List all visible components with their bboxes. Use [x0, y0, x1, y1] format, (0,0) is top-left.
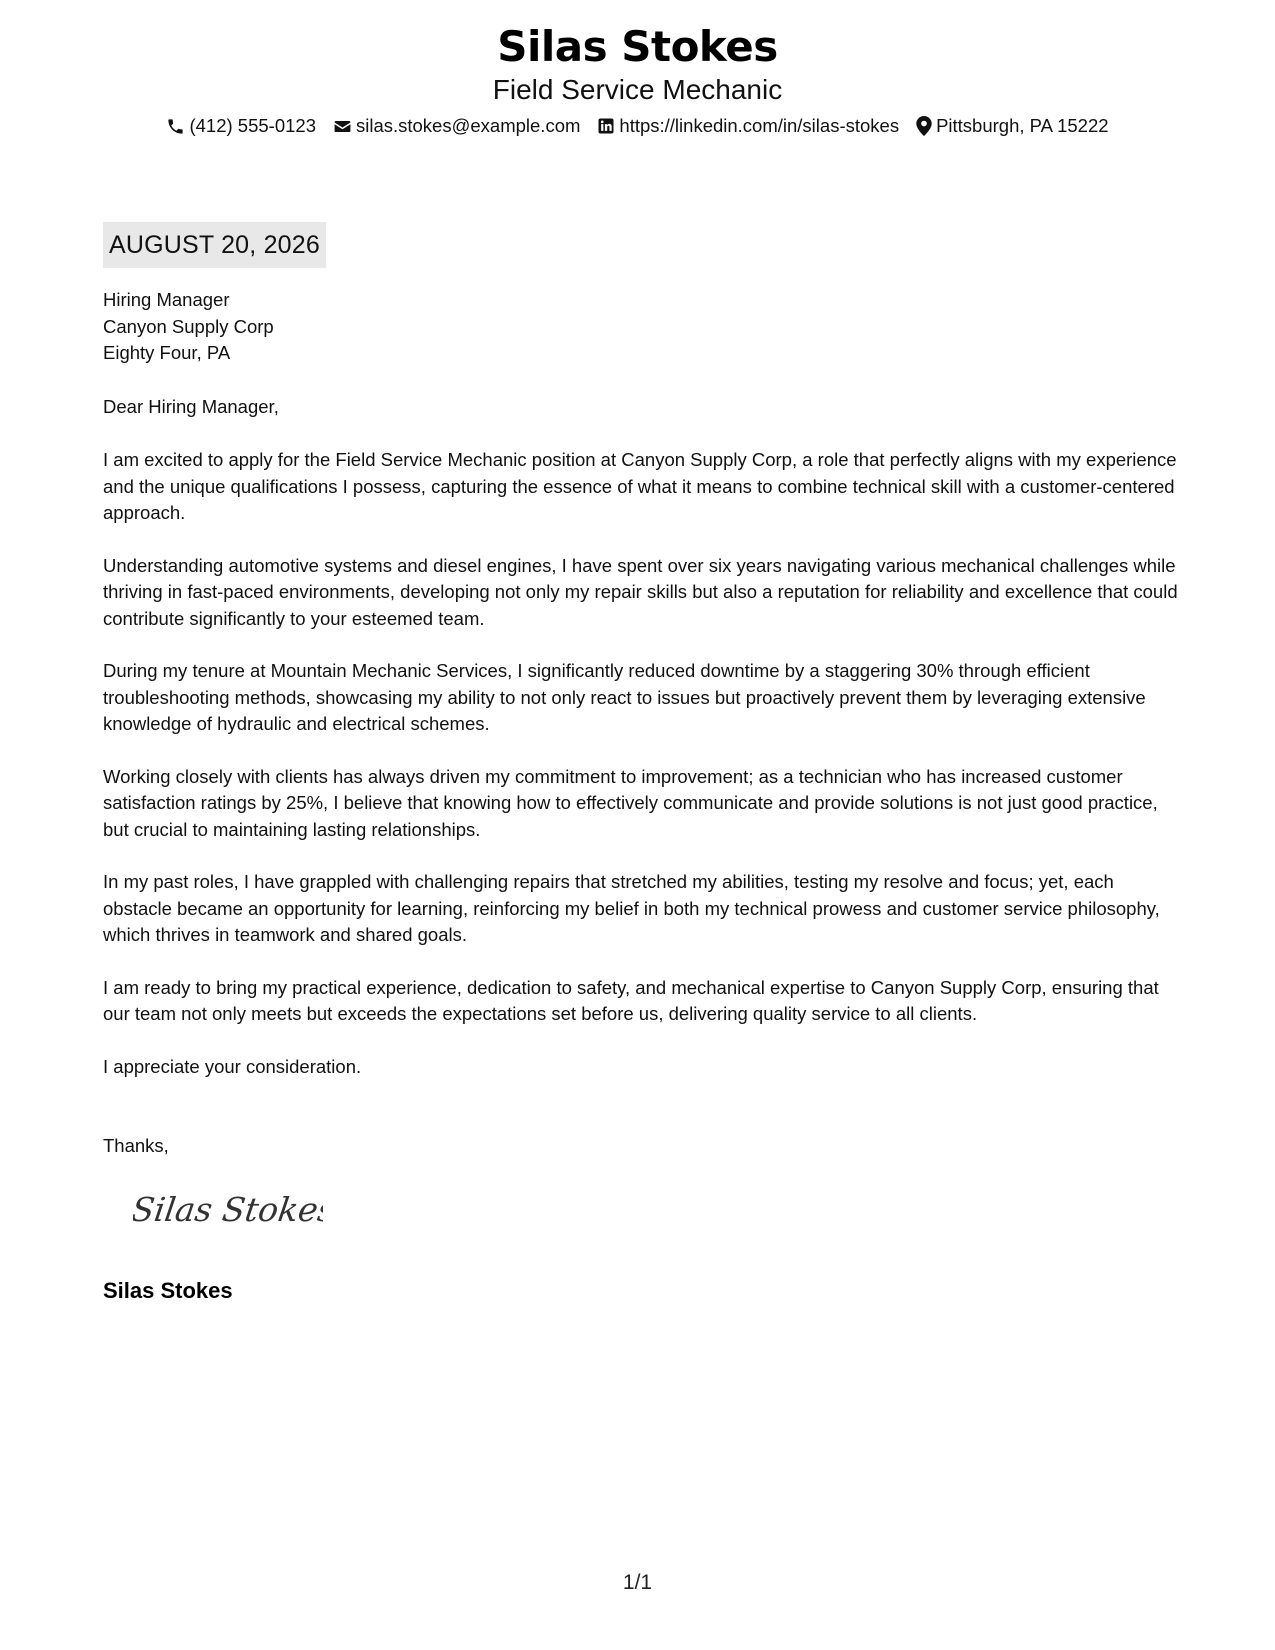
letter-body: [103, 447, 1178, 1106]
signer-name: Silas Stokes: [103, 1278, 233, 1303]
page-indicator: 1/1: [622, 1571, 653, 1594]
applicant-name: Silas Stokes: [497, 22, 778, 71]
body-paragraph: I appreciate your consideration.: [103, 1055, 362, 1077]
contact-bar: [0, 113, 1275, 139]
map-pin-icon: [916, 116, 932, 136]
body-paragraph: In my past roles, I have grappled with challenging repairs that stretched my abilities, testing my resolve and focus; yet, each obstacle became an opportunity for learning, reinforcing my belief in both my technical prowess and customer service philosophy, which thrives in teamwork and shared goals.: [103, 871, 1160, 945]
signature-script: Silas Stokes: [133, 1190, 323, 1229]
phone-icon: [166, 117, 185, 136]
envelope-icon: [333, 117, 352, 136]
contact-linkedin[interactable]: [597, 113, 899, 139]
contact-email-text: silas.stokes@example.com: [355, 115, 581, 136]
recipient-line: Eighty Four, PA: [103, 342, 231, 363]
contact-location[interactable]: [916, 113, 1108, 139]
closing: Thanks,: [103, 1135, 169, 1156]
body-paragraph: Understanding automotive systems and diesel engines, I have spent over six years navigating various mechanical challenges while thriving in fast-paced environments, developing not only my repair skills but also a reputation for reliability and excellence that could contribute significantly to your esteemed team.: [103, 554, 1178, 629]
recipient-block: [103, 287, 274, 367]
contact-phone-text: (412) 555-0123: [189, 115, 316, 136]
applicant-title: Field Service Mechanic: [492, 74, 783, 105]
recipient-line: Hiring Manager: [103, 289, 230, 310]
body-paragraph: During my tenure at Mountain Mechanic Services, I significantly reduced downtime by a staggering 30% through efficient troubleshooting methods, showcasing my ability to not only react to issues but proactively prevent them by leveraging extensive knowledge of hydraulic and electrical schemes.: [103, 660, 1146, 734]
contact-email[interactable]: [333, 113, 580, 139]
body-paragraph: Working closely with clients has always driven my commitment to improvement; as a technician who has increased customer satisfaction ratings by 25%, I believe that knowing how to effectively communicate and provide solutions is not just good practice, but crucial to maintaining lasting relationships.: [103, 765, 1158, 840]
linkedin-icon: [597, 117, 615, 135]
handwritten-signature: [133, 1187, 323, 1236]
body-paragraph: I am ready to bring my practical experience, dedication to safety, and mechanical expertise to Canyon Supply Corp, ensuring that our team not only meets but exceeds the expectations set before us, delivering quality service to all clients.: [103, 976, 1159, 1024]
contact-linkedin-text: https://linkedin.com/in/silas-stokes: [619, 115, 900, 136]
letter-header: [0, 22, 1275, 139]
contact-phone[interactable]: [166, 113, 316, 139]
recipient-line: Canyon Supply Corp: [103, 315, 274, 337]
body-paragraph: I am excited to apply for the Field Service Mechanic position at Canyon Supply Corp, a role that perfectly aligns with my experience and the unique qualifications I possess, capturing the essence of what it means to combine technical skill with a customer-centered approach.: [103, 449, 1177, 523]
salutation: Dear Hiring Manager,: [103, 396, 279, 417]
letter-date: AUGUST 20, 2026: [103, 222, 326, 268]
contact-location-text: Pittsburgh, PA 15222: [936, 115, 1109, 136]
